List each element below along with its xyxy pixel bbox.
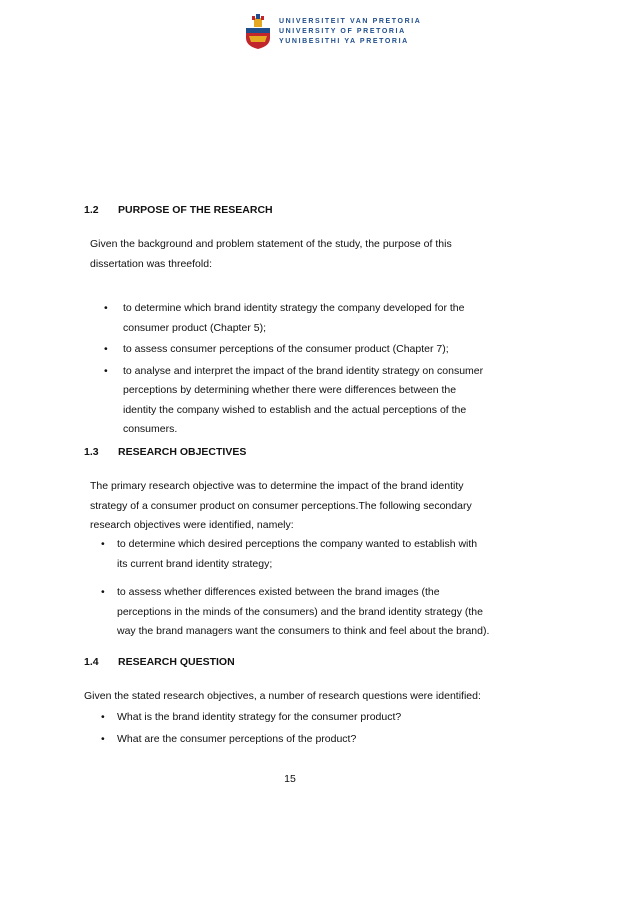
page-number: 15 — [284, 773, 296, 785]
list-item — [101, 583, 489, 642]
list-item-line: perceptions in the minds of the consumers) and the brand identity strategy (the — [117, 605, 483, 618]
list-item-line: to determine which desired perceptions the company wanted to establish with — [117, 538, 478, 550]
section-number: 1.3 — [84, 446, 99, 458]
section-number: 1.4 — [84, 656, 99, 668]
bullet-icon: • — [101, 711, 105, 723]
list-item-line: its current brand identity strategy; — [117, 557, 273, 570]
list-item-line: consumer product (Chapter 5); — [123, 321, 266, 334]
university-name-sepedi: YUNIBESITHI YA PRETORIA — [279, 38, 409, 45]
section-intro-objectives — [90, 477, 472, 536]
list-item-line: to analyse and interpret the impact of the brand identity strategy on consumer — [123, 364, 484, 377]
list-item-line: What are the consumer perceptions of the product? — [117, 732, 357, 745]
university-name-afrikaans: UNIVERSITEIT VAN PRETORIA — [279, 18, 422, 25]
bullet-icon: • — [101, 732, 105, 745]
list-item-line: to determine which brand identity strategy the company developed for the — [123, 302, 465, 314]
bullet-icon: • — [104, 343, 108, 355]
section-title: RESEARCH OBJECTIVES — [118, 446, 247, 458]
university-name-english: UNIVERSITY OF PRETORIA — [279, 28, 406, 35]
university-header — [243, 14, 421, 50]
paragraph-line: The primary research objective was to determine the impact of the brand identity — [90, 480, 464, 492]
section-title: RESEARCH QUESTION — [118, 656, 235, 668]
section-heading-question — [84, 656, 235, 668]
list-item — [101, 708, 401, 728]
list-item — [104, 340, 483, 360]
university-crest-icon — [243, 14, 273, 50]
list-item-line: to assess consumer perceptions of the consumer product (Chapter 7); — [123, 343, 449, 355]
bullet-icon: • — [101, 538, 105, 550]
section-intro-purpose — [90, 235, 452, 274]
paragraph-line: Given the stated research objectives, a number of research questions were identified: — [84, 690, 481, 702]
paragraph-line: Given the background and problem statement of the study, the purpose of this — [90, 238, 452, 250]
objectives-bullet-list — [101, 535, 489, 642]
paragraph-line: strategy of a consumer product on consumer perceptions.The following secondary — [90, 499, 472, 512]
question-bullet-list — [101, 708, 401, 749]
section-heading-objectives — [84, 446, 246, 458]
purpose-bullet-list — [104, 299, 483, 440]
list-item-line: consumers. — [123, 423, 178, 435]
section-number: 1.2 — [84, 204, 99, 216]
list-item-line: perceptions by determining whether there were differences between the — [123, 384, 457, 396]
section-title: PURPOSE OF THE RESEARCH — [118, 204, 273, 216]
list-item — [101, 535, 489, 574]
section-heading-purpose — [84, 204, 273, 216]
list-item — [104, 362, 483, 440]
list-item — [101, 730, 401, 750]
list-item-line: to assess whether differences existed between the brand images (the — [117, 586, 440, 598]
list-item-line: identity the company wished to establish and the actual perceptions of the — [123, 403, 467, 416]
bullet-icon: • — [101, 586, 105, 598]
paragraph-line: dissertation was threefold: — [90, 257, 212, 270]
section-intro-question — [84, 687, 481, 707]
bullet-icon: • — [104, 302, 108, 314]
bullet-icon: • — [104, 364, 108, 377]
paragraph-line: research objectives were identified, namely: — [90, 519, 294, 531]
list-item-line: way the brand managers want the consumers to think and feel about the brand). — [117, 625, 490, 637]
university-name-block — [279, 17, 421, 47]
list-item-line: What is the brand identity strategy for the consumer product? — [117, 711, 402, 723]
list-item — [104, 299, 483, 338]
